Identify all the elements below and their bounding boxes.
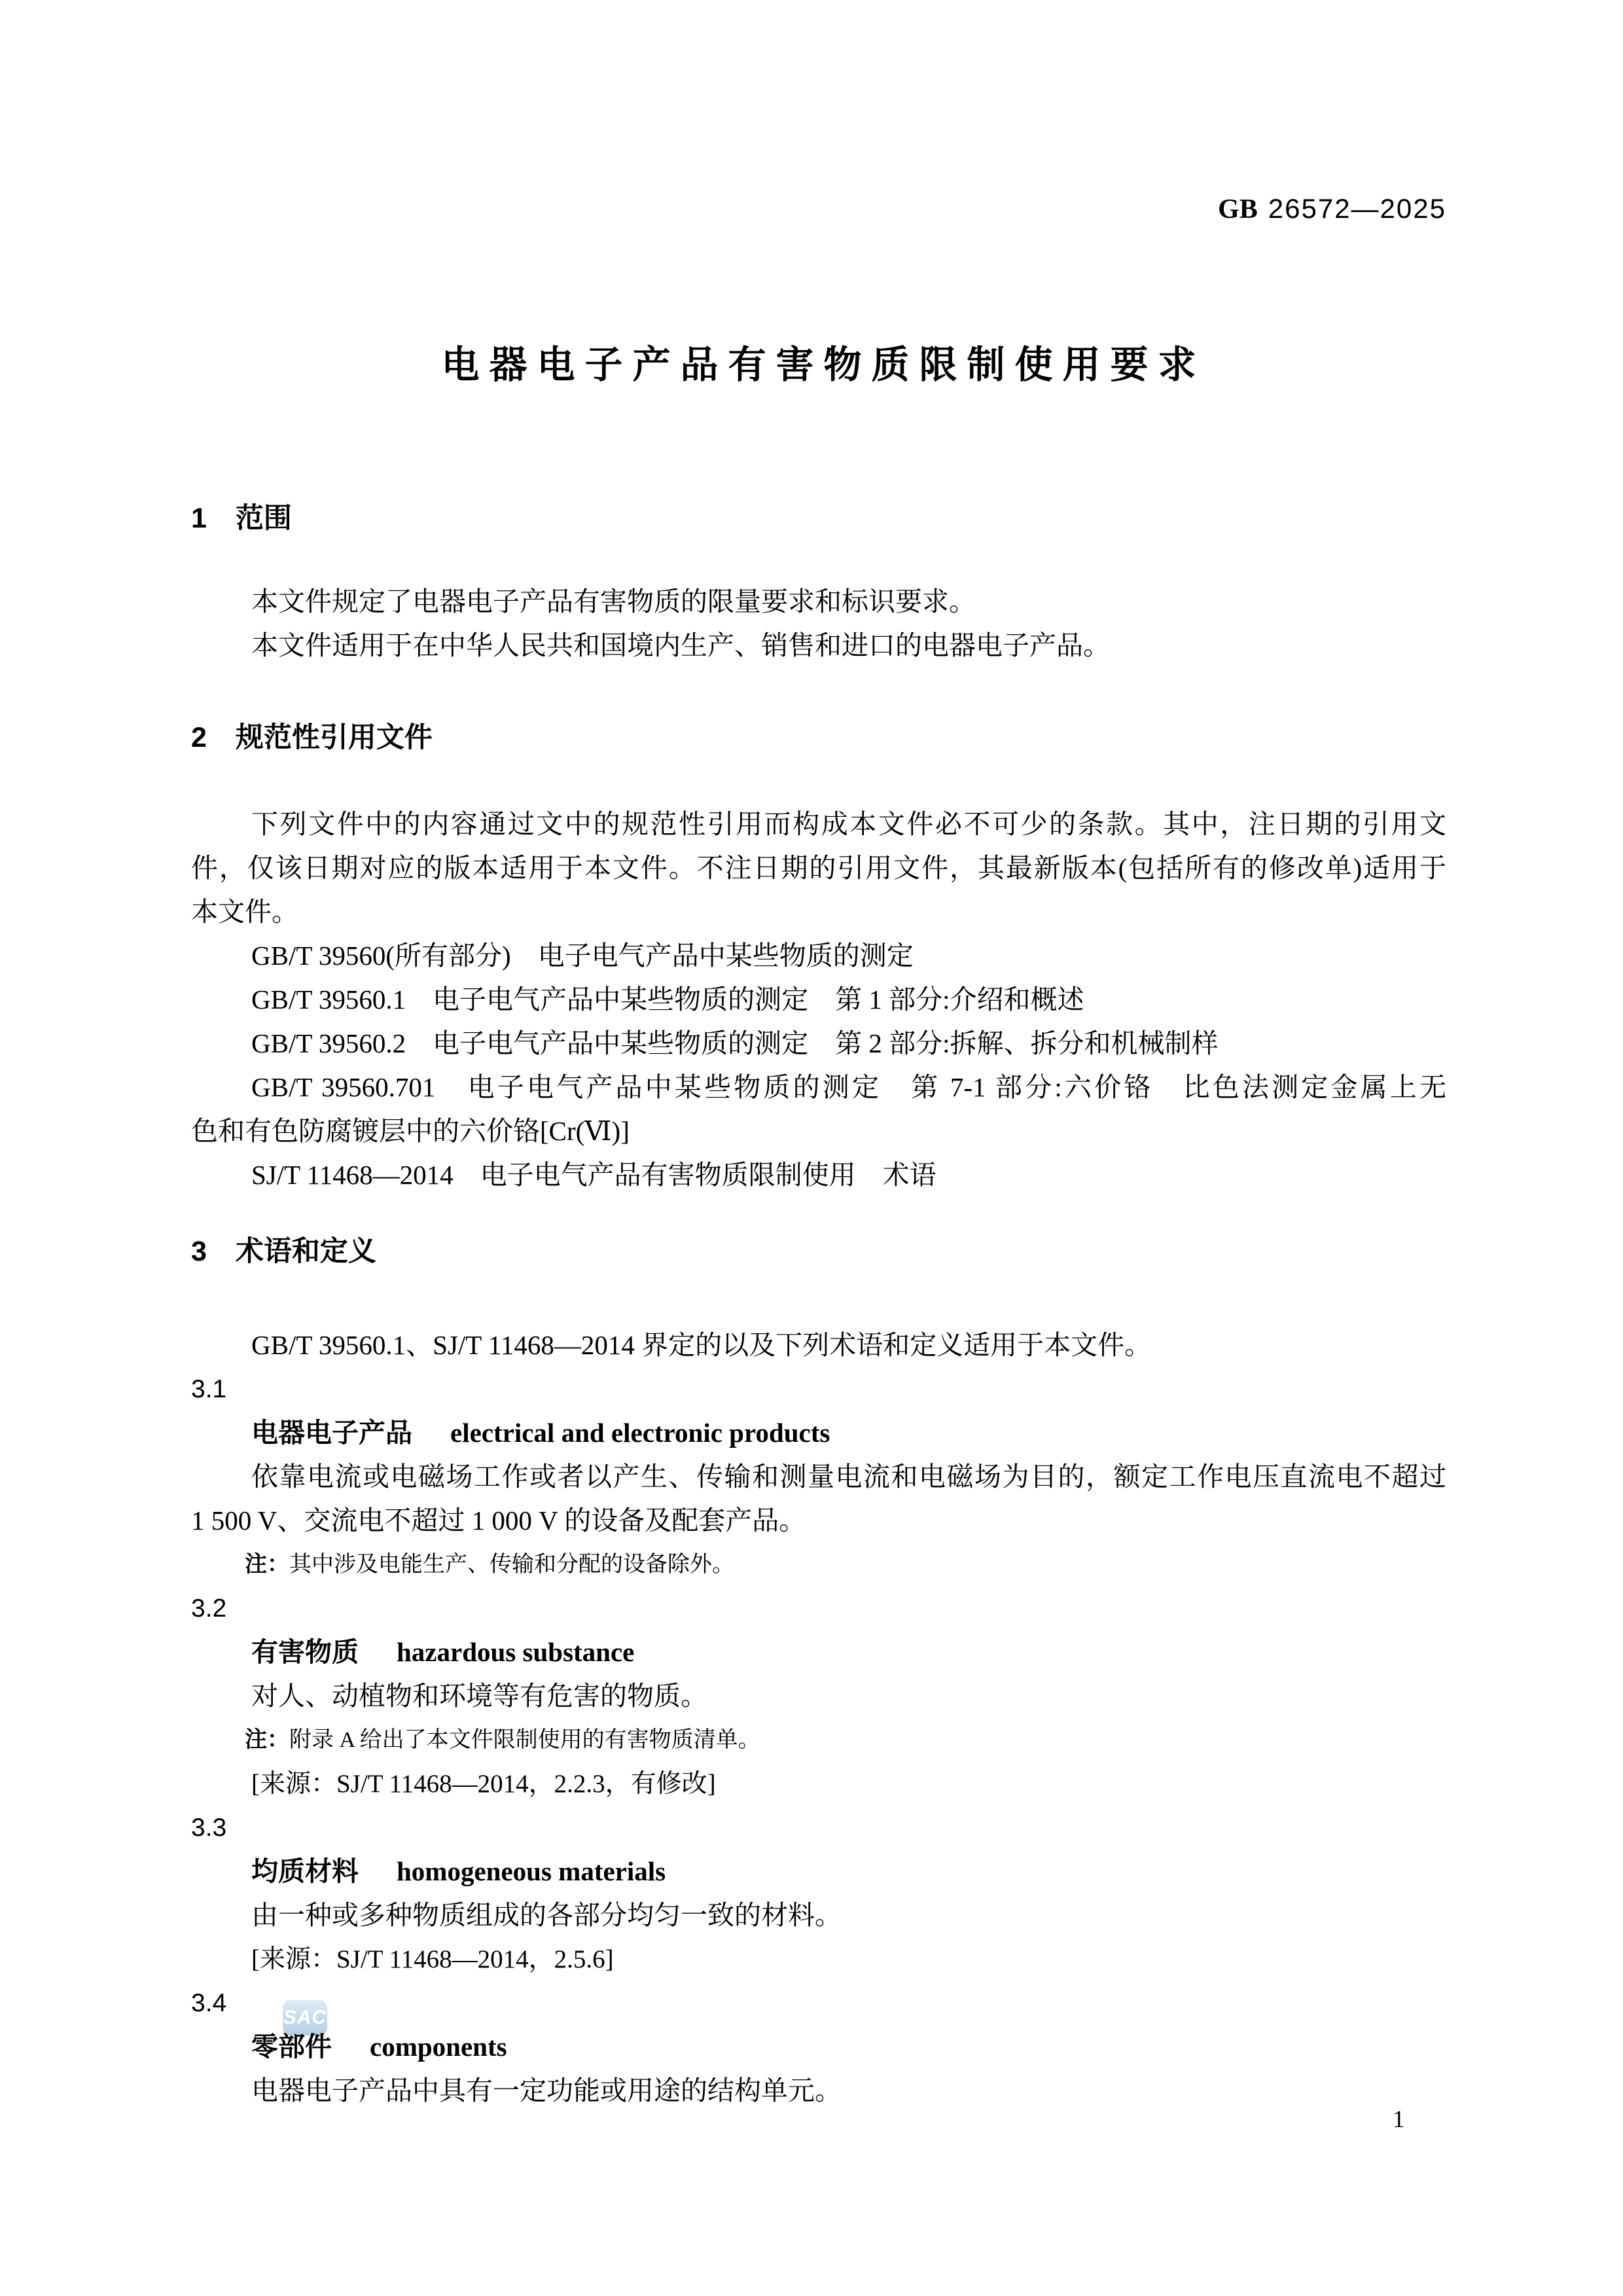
note-text: 附录 A 给出了本文件限制使用的有害物质清单。	[289, 1728, 760, 1752]
term-number: 3.4	[191, 1989, 227, 2017]
clause-2-heading	[191, 723, 1446, 753]
reference-item: SJ/T 11468—2014 电子电气产品有害物质限制使用 术语	[251, 1160, 936, 1190]
term-zh: 均质材料	[251, 1856, 359, 1886]
term-source: [来源：SJ/T 11468—2014，2.2.3，有修改]	[251, 1770, 716, 1798]
clause-1-heading	[191, 503, 1446, 533]
reference-item-continuation: 色和有色防腐镀层中的六价铬[Cr(Ⅵ)]	[191, 1116, 630, 1146]
scope-paragraph-2: 本文件适用于在中华人民共和国境内生产、销售和进口的电器电子产品。	[251, 630, 1110, 660]
clause-1-number: 1	[191, 503, 207, 534]
note-label: 注：	[245, 1552, 289, 1577]
document-title: 电器电子产品有害物质限制使用要求	[441, 344, 1206, 386]
scope-paragraph-1: 本文件规定了电器电子产品有害物质的限量要求和标识要求。	[251, 586, 976, 617]
term-number: 3.2	[191, 1594, 227, 1623]
term-en: electrical and electronic products	[450, 1418, 830, 1448]
term-definition: 电器电子产品中具有一定功能或用途的结构单元。	[251, 2075, 842, 2106]
term-heading	[191, 2025, 1446, 2069]
page-content	[191, 0, 1446, 2113]
note-text: 其中涉及电能生产、传输和分配的设备除外。	[289, 1552, 734, 1577]
note-label: 注：	[245, 1727, 289, 1752]
clause-1-title: 范围	[235, 503, 292, 534]
reference-item: GB/T 39560.2 电子电气产品中某些物质的测定 第 2 部分:拆解、拆分和机械制样	[251, 1028, 1219, 1058]
standard-number	[191, 194, 1446, 224]
standard-number-digits: 26572—2025	[1268, 193, 1446, 224]
clause-2-title: 规范性引用文件	[235, 722, 433, 753]
term-source: [来源：SJ/T 11468—2014，2.5.6]	[251, 1945, 614, 1973]
standard-number-prefix: GB	[1218, 194, 1258, 224]
reference-item: GB/T 39560.701 电子电气产品中某些物质的测定 第 7-1 部分:六价铬 比色法测定金属上无	[251, 1072, 1446, 1102]
term-note	[191, 1718, 1446, 1762]
term-en: components	[370, 2032, 507, 2062]
clause-2-number: 2	[191, 722, 207, 753]
term-heading	[191, 1411, 1446, 1455]
reference-item: GB/T 39560(所有部分) 电子电气产品中某些物质的测定	[251, 941, 914, 971]
term-en: homogeneous materials	[397, 1856, 666, 1886]
clause-3-title: 术语和定义	[235, 1236, 376, 1267]
page-number: 1	[1393, 2106, 1405, 2133]
term-definition-continuation: 1 500 V、交流电不超过 1 000 V 的设备及配套产品。	[191, 1505, 806, 1535]
term-en: hazardous substance	[397, 1637, 635, 1667]
term-zh: 电器电子产品	[251, 1418, 412, 1448]
term-note	[191, 1543, 1446, 1587]
normative-intro-line: 本文件。	[191, 897, 298, 927]
terms-intro: GB/T 39560.1、SJ/T 11468—2014 界定的以及下列术语和定义适用于本文件。	[251, 1330, 1152, 1360]
normative-intro-line: 件，仅该日期对应的版本适用于本文件。不注日期的引用文件，其最新版本(包括所有的修改单)适用于	[191, 853, 1446, 883]
term-definition: 依靠电流或电磁场工作或者以产生、传输和测量电流和电磁场为目的，额定工作电压直流电不超过	[251, 1462, 1446, 1492]
term-heading	[191, 1630, 1446, 1674]
clause-3-number: 3	[191, 1236, 207, 1267]
term-number: 3.3	[191, 1814, 227, 1842]
term-number: 3.1	[191, 1375, 227, 1403]
sac-watermark-logo: SAC	[283, 2000, 327, 2036]
normative-intro-line: 下列文件中的内容通过文中的规范性引用而构成本文件必不可少的条款。其中，注日期的引用文	[251, 809, 1446, 839]
clause-3-heading	[191, 1236, 1446, 1266]
term-definition: 对人、动植物和环境等有危害的物质。	[251, 1681, 707, 1711]
reference-item: GB/T 39560.1 电子电气产品中某些物质的测定 第 1 部分:介绍和概述	[251, 984, 1084, 1014]
term-definition: 由一种或多种物质组成的各部分均匀一致的材料。	[251, 1900, 842, 1930]
term-heading	[191, 1850, 1446, 1893]
term-zh: 有害物质	[251, 1637, 359, 1667]
term-zh: 零部件	[251, 2032, 332, 2062]
